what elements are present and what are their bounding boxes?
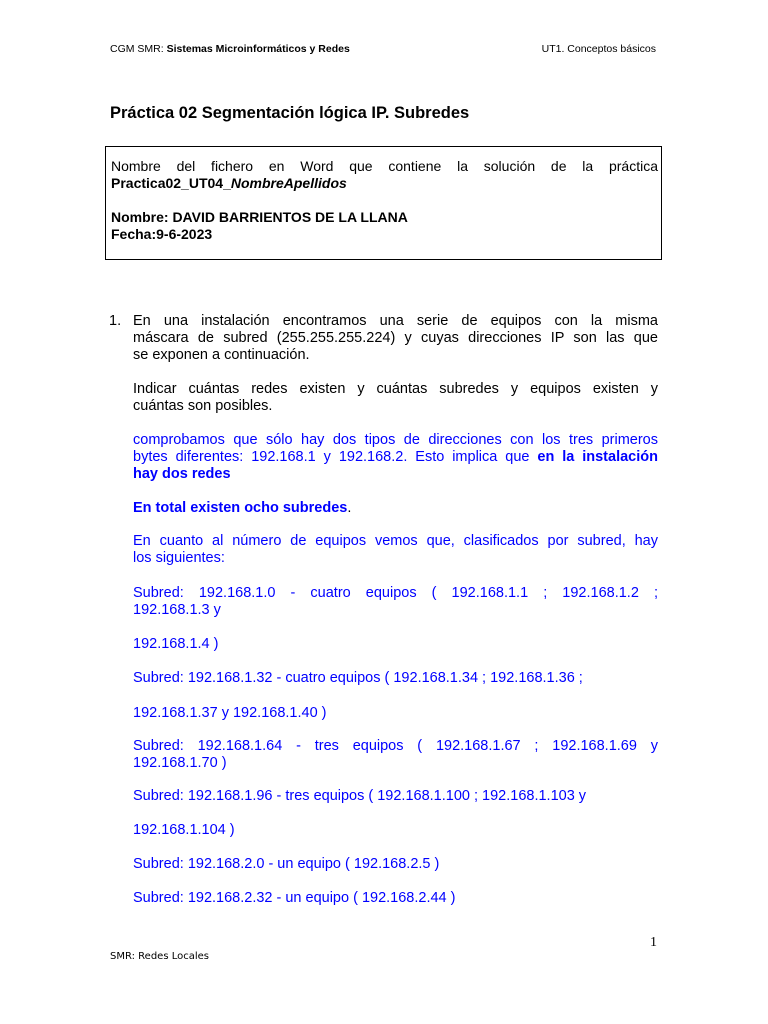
subnet-2-continuation: 192.168.1.37 y 192.168.1.40 ) [133, 705, 327, 721]
subnet-2-line1: Subred: 192.168.1.32 - cuatro equipos ( 192.168.1.34 ; 192.168.1.36 ; [133, 670, 583, 686]
header-course-prefix: CGM SMR: [110, 43, 167, 55]
header-unit: UT1. Conceptos básicos [541, 43, 656, 55]
question-p2-line2: cuántas son posibles. [133, 398, 273, 414]
info-box-filename [111, 175, 658, 192]
answer-p1-line1: comprobamos que sólo hay dos tipos de direcciones con los tres primeros [133, 432, 658, 448]
answer-p1-line3: hay dos redes [133, 466, 231, 482]
subnet-1-continuation: 192.168.1.4 ) [133, 636, 219, 652]
subnet-4-line1: Subred: 192.168.1.96 - tres equipos ( 192.168.1.100 ; 192.168.1.103 y [133, 788, 587, 804]
page-title: Práctica 02 Segmentación lógica IP. Subredes [110, 104, 470, 122]
question-number: 1. [109, 313, 122, 329]
subnet-4-continuation: 192.168.1.104 ) [133, 822, 235, 838]
subnet-5: Subred: 192.168.2.0 - un equipo ( 192.168.2.5 ) [133, 856, 440, 872]
answer-p1-line2 [133, 449, 658, 466]
page-number: 1 [650, 935, 657, 950]
student-name: Nombre: DAVID BARRIENTOS DE LA LLANA [111, 209, 408, 225]
question-p1-line2: máscara de subred (255.255.255.224) y cuyas direcciones IP son las que [133, 330, 658, 346]
subnet-3-line2: 192.168.1.70 ) [133, 755, 227, 771]
answer-p1-line2-bold: en la instalación [537, 449, 658, 465]
info-box-instruction: Nombre del fichero en Word que contiene la solución de la práctica [111, 158, 658, 174]
answer-subnet-total-end: . [347, 500, 352, 516]
filename-italic: NombreApellidos [230, 175, 347, 191]
submission-date: Fecha:9-6-2023 [111, 226, 213, 242]
answer-p3-line2: los siguientes: [133, 550, 225, 566]
answer-p1-line2-text: bytes diferentes: 192.168.1 y 192.168.2. Esto implica que [133, 449, 538, 465]
subnet-1-line1: Subred: 192.168.1.0 - cuatro equipos ( 192.168.1.1 ; 192.168.1.2 ; [133, 585, 658, 601]
filename-prefix: Practica02_UT04_ [111, 175, 231, 191]
header-course-name: Sistemas Microinformáticos y Redes [166, 43, 350, 55]
subnet-6: Subred: 192.168.2.32 - un equipo ( 192.168.2.44 ) [133, 890, 456, 906]
question-p2-line1: Indicar cuántas redes existen y cuántas subredes y equipos existen y [133, 381, 658, 397]
question-p1-line1: En una instalación encontramos una serie de equipos con la misma [133, 313, 658, 329]
answer-p3-line1: En cuanto al número de equipos vemos que, clasificados por subred, hay [133, 533, 658, 549]
subnet-3-line1: Subred: 192.168.1.64 - tres equipos ( 192.168.1.67 ; 192.168.1.69 y [133, 738, 658, 754]
footer-text: SMR: Redes Locales [110, 951, 209, 962]
info-box [105, 146, 662, 260]
header-course [110, 43, 350, 55]
answer-subnet-total-bold: En total existen ocho subredes [133, 500, 348, 516]
subnet-1-line2: 192.168.1.3 y [133, 602, 221, 618]
answer-subnet-total [133, 500, 658, 517]
question-p1-line3: se exponen a continuación. [133, 347, 310, 363]
